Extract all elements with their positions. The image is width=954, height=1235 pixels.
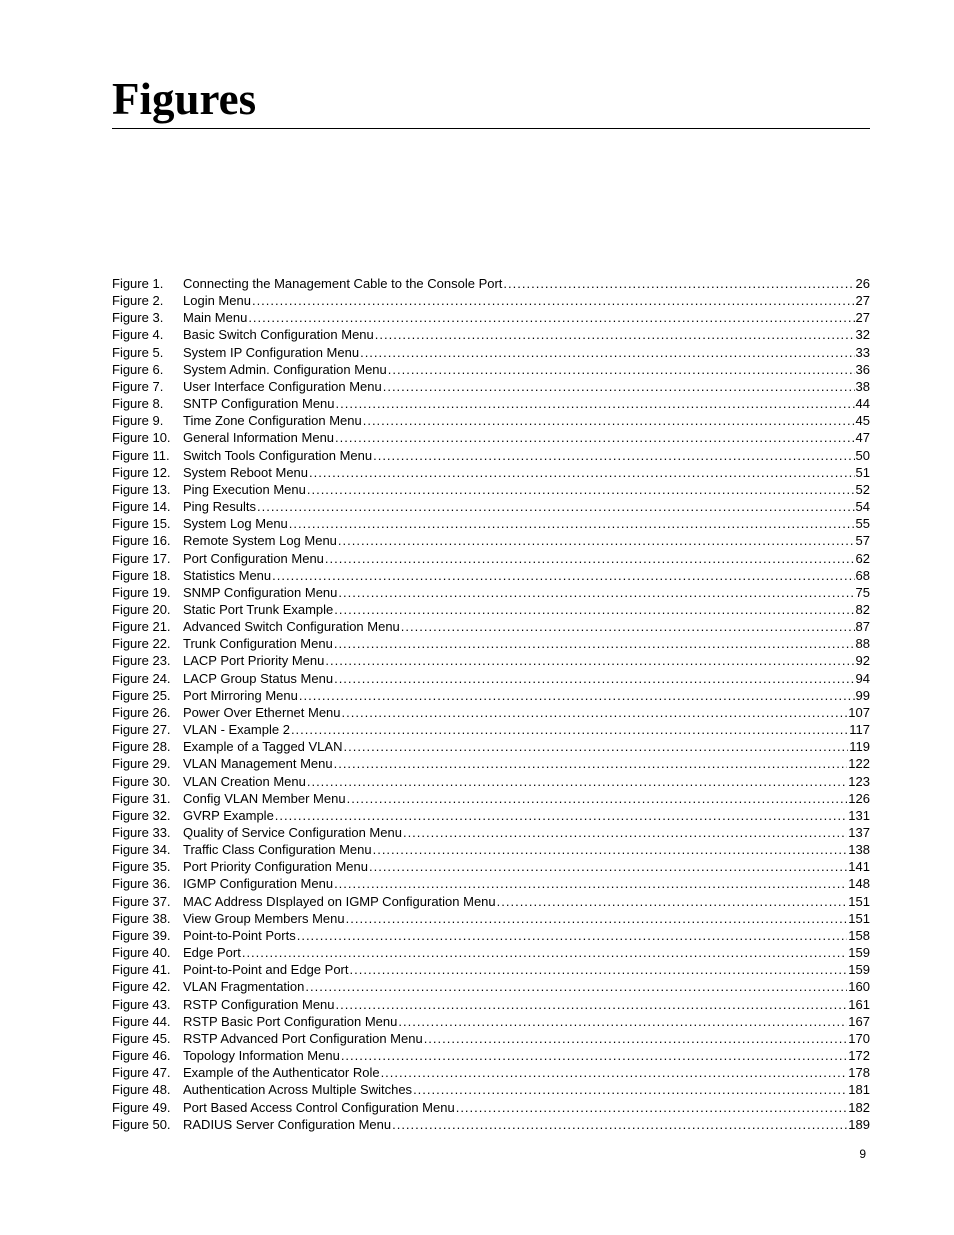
figure-label: Figure 23. <box>112 653 171 669</box>
figure-title: Point-to-Point Ports <box>183 927 296 943</box>
figure-page-number: 182 <box>848 1099 870 1115</box>
figure-entry[interactable] <box>112 635 870 652</box>
figure-entry[interactable] <box>112 910 870 927</box>
figure-label: Figure 49. <box>112 1099 171 1115</box>
dot-leader <box>275 807 848 824</box>
figure-label: Figure 5. <box>112 344 164 360</box>
figure-title: Login Menu <box>183 293 251 309</box>
figure-label: Figure 32. <box>112 807 171 823</box>
dot-leader <box>360 344 854 361</box>
figure-label: Figure 24. <box>112 670 171 686</box>
figure-title: Example of the Authenticator Role <box>183 1065 380 1081</box>
figure-title: Switch Tools Configuration Menu <box>183 447 373 463</box>
figure-title: Power Over Ethernet Menu <box>183 704 341 720</box>
dot-leader <box>334 755 848 772</box>
figure-entry[interactable] <box>112 841 870 858</box>
figure-page-number: 151 <box>848 910 870 926</box>
figure-page-number: 181 <box>848 1082 870 1098</box>
figure-page-number: 57 <box>855 533 870 549</box>
figure-page-number: 161 <box>848 996 870 1012</box>
figure-title: Point-to-Point and Edge Port <box>183 962 349 978</box>
figure-label: Figure 22. <box>112 636 171 652</box>
figure-label: Figure 40. <box>112 945 171 961</box>
figure-title: View Group Members Menu <box>183 910 345 926</box>
figure-label: Figure 4. <box>112 327 164 343</box>
figure-title: System Admin. Configuration Menu <box>183 361 387 377</box>
figure-entry[interactable] <box>112 464 870 481</box>
figure-label: Figure 45. <box>112 1030 171 1046</box>
figure-page-number: 88 <box>855 636 870 652</box>
dot-leader <box>398 1013 847 1030</box>
figure-label: Figure 47. <box>112 1065 171 1081</box>
figure-title: Edge Port <box>183 945 241 961</box>
figure-title: VLAN Fragmentation <box>183 979 305 995</box>
figure-title: Trunk Configuration Menu <box>183 636 333 652</box>
figure-entry[interactable] <box>112 515 870 532</box>
figure-page-number: 122 <box>848 756 870 772</box>
figure-page-number: 167 <box>848 1013 870 1029</box>
figure-page-number: 50 <box>855 447 870 463</box>
figure-label: Figure 28. <box>112 739 171 755</box>
dot-leader <box>375 326 855 343</box>
figure-title: System IP Configuration Menu <box>183 344 360 360</box>
figure-page-number: 141 <box>848 859 870 875</box>
figure-label: Figure 39. <box>112 927 171 943</box>
figure-label: Figure 30. <box>112 773 171 789</box>
page-title: Figures <box>112 74 257 124</box>
dot-leader <box>401 618 855 635</box>
figure-title: RSTP Basic Port Configuration Menu <box>183 1013 398 1029</box>
figure-page-number: 131 <box>848 807 870 823</box>
figure-label: Figure 10. <box>112 430 171 446</box>
figure-label: Figure 19. <box>112 584 171 600</box>
figure-label: Figure 27. <box>112 722 171 738</box>
figure-page-number: 55 <box>855 516 870 532</box>
figure-title: Connecting the Management Cable to the Console Port <box>183 276 503 291</box>
dot-leader <box>325 550 855 567</box>
dot-leader <box>242 944 847 961</box>
figure-entry[interactable] <box>112 721 870 738</box>
figure-entry[interactable] <box>112 309 870 326</box>
dot-leader <box>369 858 847 875</box>
figure-label: Figure 11. <box>112 447 170 463</box>
figure-entry[interactable] <box>112 944 870 961</box>
figure-entry[interactable] <box>112 395 870 412</box>
figure-page-number: 107 <box>848 704 870 720</box>
dot-leader <box>392 1116 847 1133</box>
figure-title: VLAN - Example 2 <box>183 722 290 738</box>
figure-title: RSTP Configuration Menu <box>183 996 335 1012</box>
figure-entry[interactable] <box>112 532 870 549</box>
dot-leader <box>363 412 855 429</box>
figure-page-number: 87 <box>855 619 870 635</box>
figure-entry[interactable] <box>112 893 870 910</box>
figure-label: Figure 13. <box>112 481 171 497</box>
figure-label: Figure 37. <box>112 893 171 909</box>
figure-title: System Log Menu <box>183 516 288 532</box>
figure-entry[interactable] <box>112 481 870 498</box>
dot-leader <box>388 361 855 378</box>
figure-label: Figure 14. <box>112 499 171 515</box>
figure-title: Static Port Trunk Example <box>183 601 334 617</box>
figure-page-number: 126 <box>848 790 870 806</box>
figure-entry[interactable] <box>112 996 870 1013</box>
figure-title: Traffic Class Configuration Menu <box>183 842 372 858</box>
dot-leader <box>350 961 848 978</box>
dot-leader <box>305 978 847 995</box>
dot-leader <box>383 378 855 395</box>
figure-label: Figure 21. <box>112 619 171 635</box>
figure-entry[interactable] <box>112 738 870 755</box>
figure-entry[interactable] <box>112 824 870 841</box>
figure-page-number: 178 <box>848 1065 870 1081</box>
figure-label: Figure 3. <box>112 310 164 326</box>
figure-entry[interactable] <box>112 704 870 721</box>
figure-page-number: 27 <box>855 293 870 309</box>
figure-page-number: 151 <box>848 893 870 909</box>
figure-page-number: 123 <box>848 773 870 789</box>
figure-entry[interactable] <box>112 1047 870 1064</box>
figure-label: Figure 41. <box>112 962 171 978</box>
figure-page-number: 36 <box>855 361 870 377</box>
figure-title: LACP Port Priority Menu <box>183 653 325 669</box>
dot-leader <box>334 635 855 652</box>
figure-page-number: 189 <box>848 1116 870 1132</box>
dot-leader <box>338 532 855 549</box>
figure-entry[interactable] <box>112 378 870 395</box>
figure-title: Config VLAN Member Menu <box>183 790 346 806</box>
figure-entry[interactable] <box>112 361 870 378</box>
figure-entry[interactable] <box>112 447 870 464</box>
figure-title: Topology Information Menu <box>183 1048 340 1064</box>
figure-title: Port Priority Configuration Menu <box>183 859 368 875</box>
figure-label: Figure 26. <box>112 704 171 720</box>
dot-leader <box>413 1081 847 1098</box>
figure-label: Figure 31. <box>112 790 171 806</box>
figure-page-number: 148 <box>848 876 870 892</box>
figure-page-number: 27 <box>855 310 870 326</box>
figure-page-number: 160 <box>848 979 870 995</box>
figure-label: Figure 20. <box>112 601 171 617</box>
figure-entry[interactable] <box>112 618 870 635</box>
figure-page-number: 62 <box>855 550 870 566</box>
figure-label: Figure 46. <box>112 1048 171 1064</box>
figure-entry[interactable] <box>112 550 870 567</box>
page-number: 9 <box>859 1147 866 1161</box>
dot-leader <box>456 1099 848 1116</box>
figure-list <box>112 275 870 1133</box>
figure-title: Basic Switch Configuration Menu <box>183 327 374 343</box>
figure-title: Time Zone Configuration Menu <box>183 413 362 429</box>
dot-leader <box>291 721 848 738</box>
figure-page-number: 47 <box>855 430 870 446</box>
figure-entry[interactable] <box>112 567 870 584</box>
dot-leader <box>334 601 854 618</box>
figure-label: Figure 1. <box>112 276 164 291</box>
figure-page-number: 44 <box>855 396 870 412</box>
figure-page-number: 159 <box>848 962 870 978</box>
dot-leader <box>373 841 848 858</box>
figure-page-number: 52 <box>855 481 870 497</box>
figure-label: Figure 12. <box>112 464 171 480</box>
figure-entry[interactable] <box>112 275 870 292</box>
figure-entry[interactable] <box>112 875 870 892</box>
figure-label: Figure 18. <box>112 567 171 583</box>
figure-label: Figure 15. <box>112 516 171 532</box>
figure-page-number: 119 <box>849 739 870 755</box>
figure-entry[interactable] <box>112 498 870 515</box>
figure-title: Remote System Log Menu <box>183 533 337 549</box>
figure-page-number: 137 <box>848 825 870 840</box>
dot-leader <box>381 1064 848 1081</box>
figure-title: Example of a Tagged VLAN <box>183 739 343 755</box>
dot-leader <box>497 893 848 910</box>
figure-page-number: 99 <box>855 687 870 703</box>
dot-leader <box>248 309 854 326</box>
figure-entry[interactable] <box>112 344 870 361</box>
figure-title: RADIUS Server Configuration Menu <box>183 1116 392 1132</box>
figure-entry[interactable] <box>112 652 870 669</box>
figure-title: Authentication Across Multiple Switches <box>183 1082 413 1098</box>
figure-entry[interactable] <box>112 773 870 790</box>
dot-leader <box>297 927 848 944</box>
figure-entry[interactable] <box>112 1081 870 1098</box>
figure-title: Main Menu <box>183 310 248 326</box>
figure-entry[interactable] <box>112 412 870 429</box>
dot-leader <box>347 790 848 807</box>
figure-label: Figure 8. <box>112 396 164 412</box>
figure-page-number: 172 <box>848 1048 870 1064</box>
figure-entry[interactable] <box>112 1030 870 1047</box>
figure-page-number: 94 <box>855 670 870 686</box>
dot-leader <box>338 584 854 601</box>
figure-title: SNMP Configuration Menu <box>183 584 338 600</box>
dot-leader <box>342 704 848 721</box>
figure-page-number: 68 <box>855 567 870 583</box>
figure-label: Figure 38. <box>112 910 171 926</box>
dot-leader <box>307 481 855 498</box>
dot-leader <box>373 447 854 464</box>
figure-title: SNTP Configuration Menu <box>183 396 335 412</box>
figure-entry[interactable] <box>112 326 870 343</box>
figure-title: General Information Menu <box>183 430 335 446</box>
figure-entry[interactable] <box>112 292 870 309</box>
figure-label: Figure 42. <box>112 979 171 995</box>
figure-label: Figure 33. <box>112 825 171 840</box>
figure-entry[interactable] <box>112 858 870 875</box>
figure-page-number: 75 <box>855 584 870 600</box>
figure-page-number: 45 <box>855 413 870 429</box>
figure-entry[interactable] <box>112 687 870 704</box>
figure-label: Figure 2. <box>112 293 164 309</box>
figure-entry[interactable] <box>112 584 870 601</box>
figure-title: User Interface Configuration Menu <box>183 378 382 394</box>
dot-leader <box>335 429 855 446</box>
figure-title: IGMP Configuration Menu <box>183 876 334 892</box>
figure-title: Statistics Menu <box>183 567 272 583</box>
figure-page-number: 138 <box>848 842 870 858</box>
figure-entry[interactable] <box>112 807 870 824</box>
figure-title: Port Based Access Control Configuration Menu <box>183 1099 455 1115</box>
figure-entry[interactable] <box>112 790 870 807</box>
dot-leader <box>334 875 847 892</box>
figure-page-number: 32 <box>855 327 870 343</box>
figure-entry[interactable] <box>112 1099 870 1116</box>
figure-entry[interactable] <box>112 961 870 978</box>
figure-entry[interactable] <box>112 978 870 995</box>
dot-leader <box>272 567 854 584</box>
figure-label: Figure 36. <box>112 876 171 892</box>
dot-leader <box>252 292 855 309</box>
title-divider <box>112 128 870 129</box>
dot-leader <box>341 1047 847 1064</box>
dot-leader <box>309 464 855 481</box>
figure-label: Figure 16. <box>112 533 171 549</box>
dot-leader <box>325 652 854 669</box>
dot-leader <box>299 687 855 704</box>
figure-title: VLAN Creation Menu <box>183 773 306 789</box>
figure-label: Figure 9. <box>112 413 164 429</box>
figure-page-number: 159 <box>848 945 870 961</box>
dot-leader <box>307 773 847 790</box>
dot-leader <box>343 738 848 755</box>
dot-leader <box>289 515 855 532</box>
figure-label: Figure 34. <box>112 842 171 858</box>
figure-page-number: 51 <box>855 464 870 480</box>
figure-title: RSTP Advanced Port Configuration Menu <box>183 1030 423 1046</box>
figure-title: Port Mirroring Menu <box>183 687 298 703</box>
figure-page-number: 54 <box>855 499 870 515</box>
figure-title: VLAN Management Menu <box>183 756 333 772</box>
figure-label: Figure 44. <box>112 1013 171 1029</box>
figure-label: Figure 29. <box>112 756 171 772</box>
figure-page-number: 26 <box>855 276 870 291</box>
figure-entry[interactable] <box>112 1116 870 1133</box>
figure-label: Figure 7. <box>112 378 164 394</box>
figure-title: System Reboot Menu <box>183 464 309 480</box>
figure-page-number: 170 <box>848 1030 870 1046</box>
figure-title: Ping Execution Menu <box>183 481 306 497</box>
figure-label: Figure 35. <box>112 859 171 875</box>
dot-leader <box>346 910 848 927</box>
figure-entry[interactable] <box>112 927 870 944</box>
figure-entry[interactable] <box>112 601 870 618</box>
dot-leader <box>403 824 847 841</box>
figure-title: MAC Address DIsplayed on IGMP Configuration Menu <box>183 893 496 909</box>
figure-page-number: 82 <box>855 601 870 617</box>
figure-title: Quality of Service Configuration Menu <box>183 825 402 840</box>
figure-title: GVRP Example <box>183 807 274 823</box>
figure-entry[interactable] <box>112 429 870 446</box>
dot-leader <box>424 1030 848 1047</box>
dot-leader <box>336 996 848 1013</box>
dot-leader <box>336 395 855 412</box>
figure-entry[interactable] <box>112 755 870 772</box>
figure-entry[interactable] <box>112 670 870 687</box>
figure-label: Figure 6. <box>112 361 164 377</box>
figure-label: Figure 48. <box>112 1082 171 1098</box>
figure-title: LACP Group Status Menu <box>183 670 334 686</box>
figure-entry[interactable] <box>112 1064 870 1081</box>
figure-page-number: 158 <box>848 927 870 943</box>
figure-page-number: 38 <box>855 378 870 394</box>
dot-leader <box>503 275 854 292</box>
figure-label: Figure 17. <box>112 550 171 566</box>
figure-page-number: 117 <box>849 722 870 738</box>
figure-title: Advanced Switch Configuration Menu <box>183 619 400 635</box>
figure-label: Figure 43. <box>112 996 171 1012</box>
figure-page-number: 33 <box>855 344 870 360</box>
figure-entry[interactable] <box>112 1013 870 1030</box>
dot-leader <box>334 670 854 687</box>
figure-page-number: 92 <box>855 653 870 669</box>
figure-title: Ping Results <box>183 499 256 515</box>
figure-label: Figure 25. <box>112 687 171 703</box>
figure-label: Figure 50. <box>112 1116 171 1132</box>
dot-leader <box>257 498 855 515</box>
figure-title: Port Configuration Menu <box>183 550 324 566</box>
